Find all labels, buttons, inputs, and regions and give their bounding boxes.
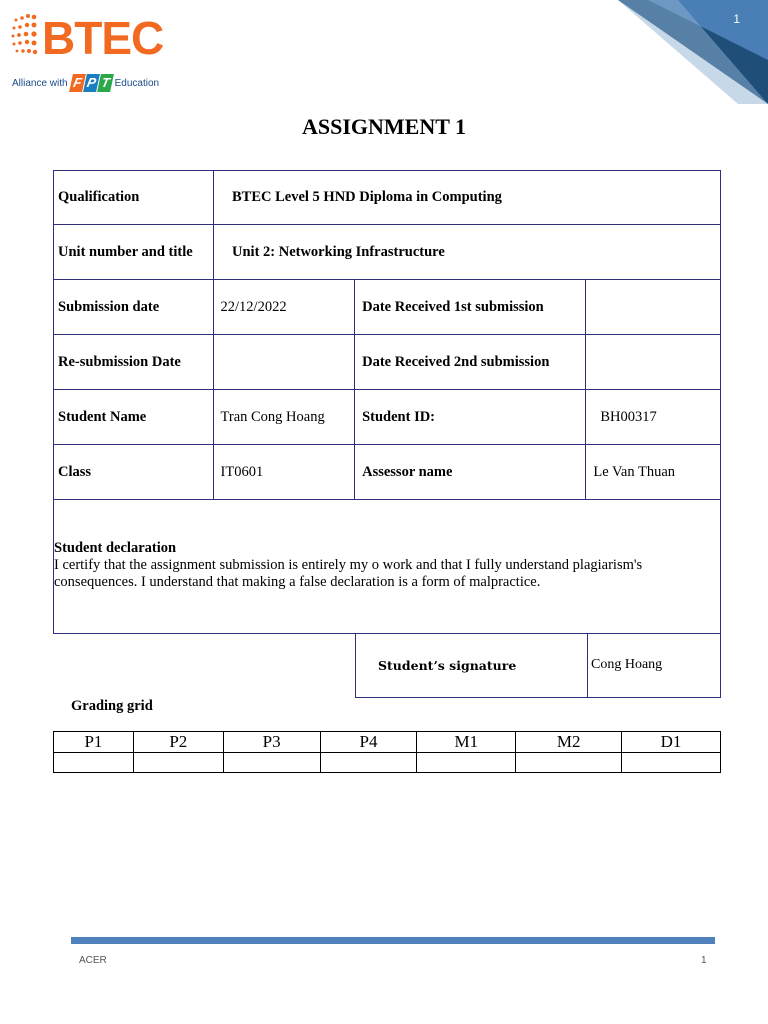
header-page-number: 1 <box>733 12 740 26</box>
alliance-line <box>12 74 159 92</box>
declaration-line-1: I certify that the assignment submission is entirely my o work and that I fully understand plagiarism's <box>54 557 643 573</box>
page-title: ASSIGNMENT 1 <box>301 114 467 139</box>
grade-cell-p2 <box>133 753 223 773</box>
grade-cell-m1 <box>417 753 516 773</box>
submission-date-value: 22/12/2022 <box>214 280 356 334</box>
grading-value-row <box>54 753 721 773</box>
student-row <box>53 390 721 445</box>
corner-decoration <box>618 0 768 104</box>
resubmission-value <box>214 335 356 389</box>
assessor-value: Le Van Thuan <box>593 463 676 480</box>
footer-page-number: 1 <box>701 955 707 966</box>
student-id-value: BH00317 <box>600 408 657 425</box>
student-declaration <box>53 500 721 634</box>
logo-dots-icon <box>10 12 44 58</box>
fpt-letter-t: T <box>97 74 114 92</box>
unit-value: Unit 2: Networking Infrastructure <box>232 243 445 260</box>
signature-label: Student’s signature <box>356 633 588 697</box>
qualification-value: BTEC Level 5 HND Diploma in Computing <box>232 189 502 205</box>
declaration-heading: Student declaration <box>54 540 177 556</box>
btec-logo <box>10 8 170 98</box>
date-received-2-value <box>586 335 720 389</box>
class-value: IT0601 <box>214 445 356 499</box>
qualification-label: Qualification <box>54 171 214 224</box>
grade-cell-m2 <box>516 753 622 773</box>
submission-date-label: Submission date <box>54 280 214 334</box>
brand-name: BTEC <box>42 12 164 64</box>
fpt-letter-f: F <box>69 74 86 92</box>
date-received-2-label: Date Received 2nd submission <box>355 335 586 389</box>
grade-header-m2: M2 <box>516 732 622 753</box>
student-name-label: Student Name <box>54 390 214 444</box>
grade-cell-p4 <box>320 753 417 773</box>
alliance-prefix: Alliance with <box>12 77 68 89</box>
student-id-label: Student ID: <box>355 390 586 444</box>
grade-header-p3: P3 <box>223 732 320 753</box>
date-received-1-value <box>586 280 720 334</box>
grade-cell-p3 <box>223 753 320 773</box>
submission-row <box>53 280 721 335</box>
grade-header-d1: D1 <box>622 732 721 753</box>
assessor-label: Assessor name <box>355 445 586 499</box>
grading-grid-title: Grading grid <box>71 698 153 714</box>
assignment-info-table <box>53 170 721 634</box>
grade-header-p1: P1 <box>54 732 134 753</box>
grade-cell-p1 <box>54 753 134 773</box>
grading-grid <box>53 731 721 773</box>
grade-header-p2: P2 <box>133 732 223 753</box>
unit-label: Unit number and title <box>54 225 214 279</box>
unit-row <box>53 225 721 280</box>
footer-bar <box>71 937 715 944</box>
footer-author: ACER <box>79 955 107 966</box>
class-row <box>53 445 721 500</box>
fpt-logo <box>71 74 112 92</box>
grade-header-p4: P4 <box>320 732 417 753</box>
signature-row <box>355 633 721 698</box>
signature-value: Cong Hoang <box>591 657 663 672</box>
declaration-line-2: consequences. I understand that making a false declaration is a form of malpractice. <box>54 574 541 590</box>
resubmission-label: Re-submission Date <box>54 335 214 389</box>
resubmission-row <box>53 335 721 390</box>
qualification-row <box>53 170 721 225</box>
grade-header-m1: M1 <box>417 732 516 753</box>
grading-header-row <box>54 732 721 753</box>
date-received-1-label: Date Received 1st submission <box>355 280 586 334</box>
alliance-suffix: Education <box>114 77 160 89</box>
class-label: Class <box>54 445 214 499</box>
student-name-value: Tran Cong Hoang <box>214 390 356 444</box>
grade-cell-d1 <box>622 753 721 773</box>
fpt-letter-p: P <box>83 74 100 92</box>
